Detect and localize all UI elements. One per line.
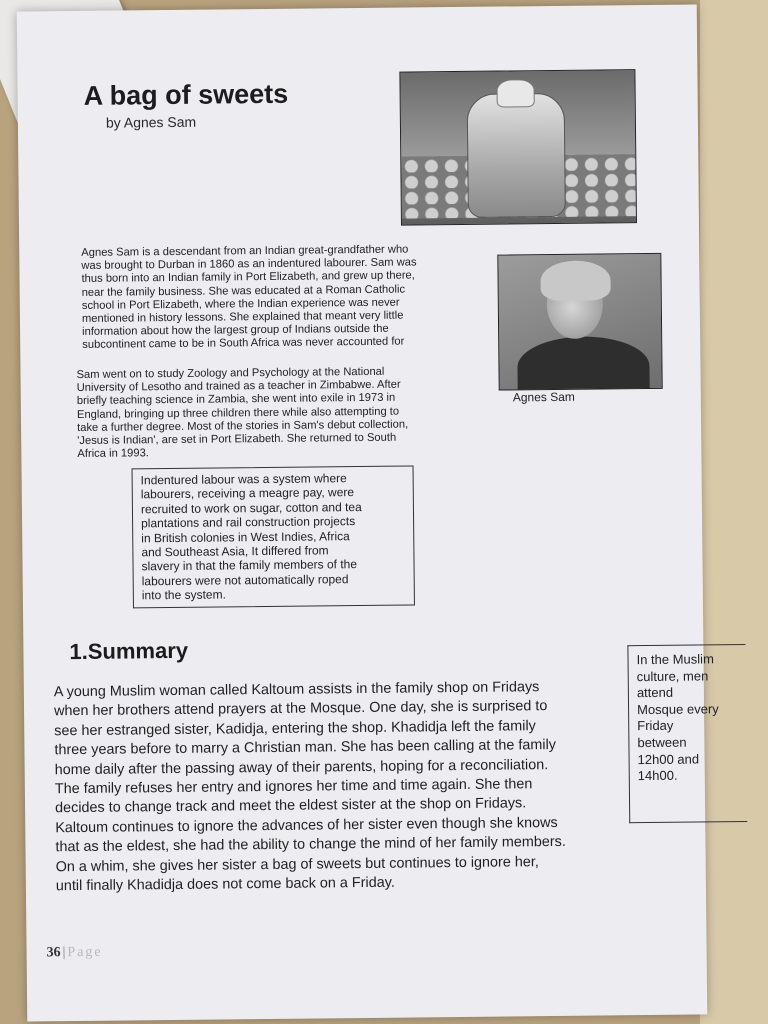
side-note-line: 14h00. (637, 767, 678, 784)
summary-line: when her brothers attend prayers at the Mosque. One day, she is surprised to (53, 698, 548, 720)
definition-line: plantations and rail construction projects (141, 514, 356, 531)
definition-line: Indentured labour was a system where (140, 471, 347, 488)
side-note-line: In the Muslim (636, 651, 714, 668)
summary-line: The family refuses her entry and ignores her time and time again. She then (54, 776, 533, 798)
indentured-labour-definition-box (132, 465, 415, 608)
summary-line: three years before to marry a Christian man. She has been calling at the family (54, 737, 557, 759)
side-note-line: between (637, 734, 687, 751)
side-note-line: 12h00 and (637, 751, 700, 767)
bio-line: thus born into an Indian family in Port Elizabeth, and grew up there, (81, 269, 415, 286)
summary-line: decides to change track and meet the eldest sister at the shop on Fridays. (54, 795, 527, 817)
page-footer (47, 945, 103, 962)
side-note-line: Friday (637, 718, 674, 734)
bio-line: Africa in 1993. (77, 447, 149, 461)
definition-line: labourers, receiving a meagre pay, were (140, 485, 355, 502)
definition-line: labourers were not automatically roped (141, 571, 349, 589)
summary-line: see her estranged sister, Kadidja, entering the shop. Khadidja left the family (54, 718, 536, 740)
side-note-line: culture, men (636, 667, 709, 684)
bio-line: take a further degree. Most of the stories in Sam's debut collection, (77, 418, 409, 434)
bio-line: subcontinent came to be in South Africa was never accounted for (82, 335, 405, 352)
page-separator: | (62, 945, 66, 961)
bio-line: University of Lesotho and trained as a teacher in Zimbabwe. After (76, 378, 401, 395)
bio-line: England, bringing up three children there while also attempting to (76, 405, 400, 421)
bio-paragraph-2 (76, 365, 489, 462)
summary-line: Kaltoum continues to ignore the advances of her sister even though she knows (55, 814, 558, 837)
author-byline: by Agnes Sam (105, 113, 197, 131)
sweets-bag-knot (496, 79, 534, 107)
bio-line: briefly teaching science in Zambia, she went into exile in 1973 in (76, 392, 396, 408)
side-note-line: Mosque every (636, 701, 719, 717)
bio-line: information about how the largest group of Indians outside the (82, 322, 389, 339)
bio-line: 'Jesus is Indian', are set in Port Elizabeth. She returned to South (77, 431, 397, 447)
bag-of-sweets-photo (399, 69, 637, 225)
bio-line: Sam went on to study Zoology and Psychology at the National (76, 365, 385, 381)
page-label: Page (67, 944, 103, 961)
portrait-hair (540, 260, 610, 301)
page-title: A bag of sweets (83, 78, 289, 111)
bio-paragraph-1 (81, 243, 490, 353)
summary-line: A young Muslim woman called Kaltoum assists in the family shop on Fridays (53, 679, 540, 701)
author-photo-caption: Agnes Sam (512, 389, 575, 405)
definition-line: and Southeast Asia, It differed from (141, 543, 329, 560)
author-portrait-photo (497, 253, 662, 391)
summary-line: home daily after the passing away of their parents, hoping for a reconciliation. (54, 756, 549, 778)
definition-line: in British colonies in West Indies, Africa (141, 528, 350, 545)
book-page (17, 4, 719, 1021)
portrait-shoulders (517, 336, 650, 391)
summary-heading: 1.Summary (69, 637, 189, 665)
mosque-side-note (627, 644, 747, 823)
bio-line: was brought to Durban in 1860 as an indentured labourer. Sam was (81, 256, 417, 273)
bio-line: school in Port Elizabeth, where the Indian experience was never (81, 296, 400, 312)
summary-line: On a whim, she gives her sister a bag of sweets but continues to ignore her, (55, 853, 539, 875)
summary-line: that as the eldest, she had the ability to change the mind of her family members. (55, 834, 566, 856)
summary-line: until finally Khadidja does not come back on a Friday. (55, 874, 395, 895)
definition-line: recruited to work on sugar, cotton and tea (140, 499, 362, 517)
desk-surface (700, 0, 768, 1024)
bio-line: Agnes Sam is a descendant from an Indian great-grandfather who (81, 243, 409, 259)
bio-line: near the family business. She was educated at a Roman Catholic (81, 283, 406, 299)
definition-line: into the system. (141, 587, 226, 603)
sweets-bag-shape (467, 93, 566, 218)
summary-paragraph (54, 677, 616, 896)
definition-line: slavery in that the family members of the (141, 557, 358, 574)
side-note-line: attend (636, 684, 674, 701)
bio-line: mentioned in history lessons. She explained that meant very little (81, 309, 404, 325)
page-number: 36 (46, 945, 61, 961)
